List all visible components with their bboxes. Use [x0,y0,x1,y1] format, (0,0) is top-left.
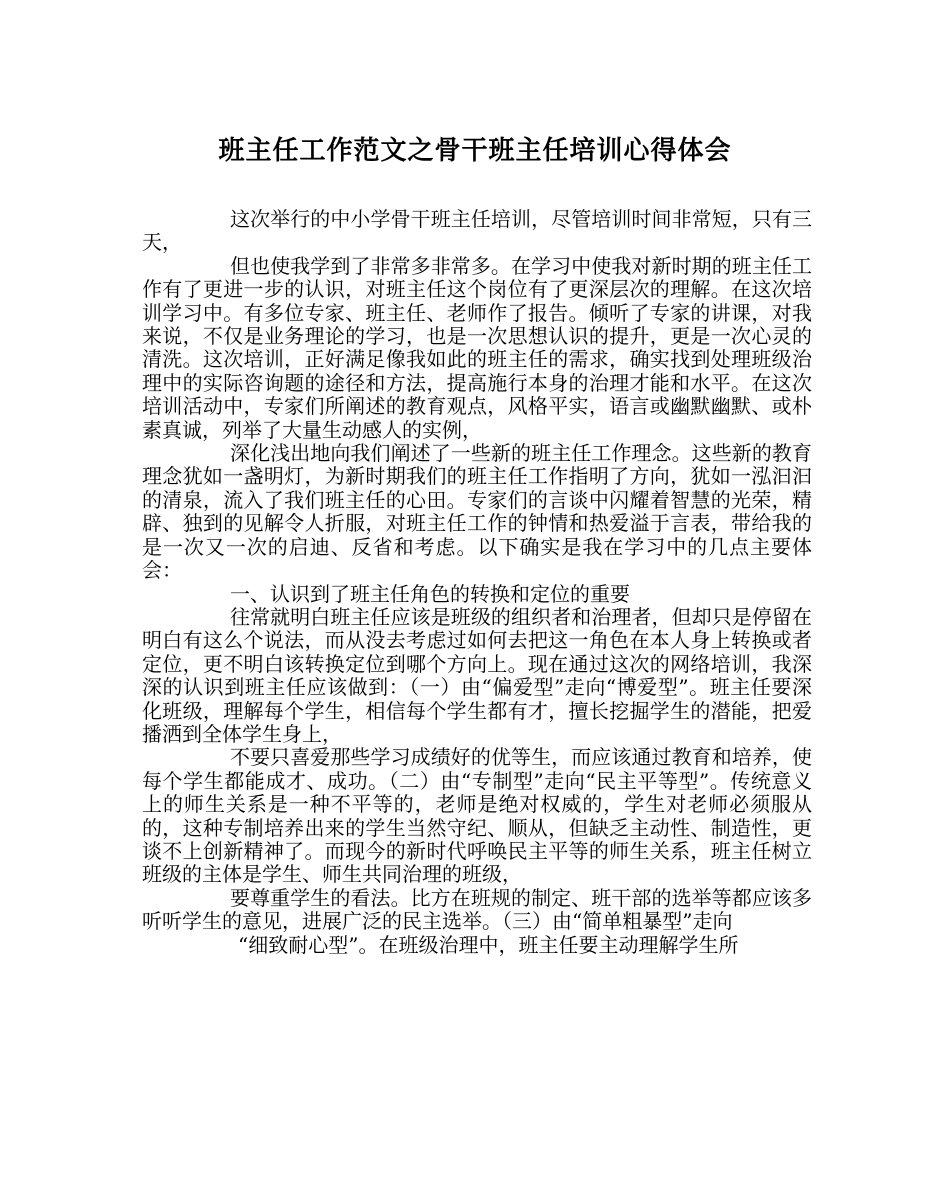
document-title: 班主任工作范文之骨干班主任培训心得体会 [218,136,732,166]
section-heading-1: 一、认识到了班主任角色的转换和定位的重要 [230,581,630,606]
paragraph-3: 深化浅出地向我们阐述了一些新的班主任工作理念。这些新的教育理念犹如一盏明灯，为新时期我们的班主任工作指明了方向，犹如一泓汩汩的清泉，流入了我们班主任的心田。专家们的言谈中闪耀着智慧的光荣，精辟、独到的见解令人折服，对班主任工作的钟情和热爱溢于言表，带给我的是一次又一次的启迪、反省和考虑。以下确实是我在学习中的几点主要体会： [142,441,812,583]
paragraph-4: 往常就明白班主任应该是班级的组织者和治理者，但却只是停留在明白有这么个说法，而从没去考虑过如何去把这一角色在本人身上转换或者定位，更不明白该转换定位到哪个方向上。现在通过这次的网络培训，我深深的认识到班主任应该做到：（一）由“偏爱型”走向“博爱型”。班主任要深化班级，理解每个学生，相信每个学生都有才，擅长挖掘学生的潜能，把爱播洒到全体学生身上， [142,604,812,746]
paragraph-1: 这次举行的中小学骨干班主任培训，尽管培训时间非常短，只有三天， [142,207,812,255]
document-body [142,208,812,957]
paragraph-6: 要尊重学生的看法。比方在班规的制定、班干部的选举等都应该多听听学生的意见，进展广泛的民主选举。（三）由“简单粗暴型”走向 [142,885,812,934]
paragraph-5: 不要只喜爱那些学习成绩好的优等生，而应该通过教育和培养，使每个学生都能成才、成功。（二）由“专制型”走向“民主平等型”。传统意义上的师生关系是一种不平等的，老师是绝对权威的，学生对老师必须服从的，这种专制培养出来的学生当然守纪、顺从，但缺乏主动性、制造性，更谈不上创新精神了。而现今的新时代呼唤民主平等的师生关系，班主任树立班级的主体是学生、师生共同治理的班级， [142,745,812,887]
paragraph-2: 但也使我学到了非常多非常多。在学习中使我对新时期的班主任工作有了更进一步的认识，对班主任这个岗位有了更深层次的理解。在这次培训学习中。有多位专家、班主任、老师作了报告。倾听了专家的讲课，对我来说，不仅是业务理论的学习，也是一次思想认识的提升，更是一次心灵的清洗。这次培训，正好满足像我如此的班主任的需求，确实找到处理班级治理中的实际咨询题的途径和方法，提高施行本身的治理才能和水平。在这次培训活动中，专家们所阐述的教育观点，风格平实，语言或幽默幽默、或朴素真诚，列举了大量生动感人的实例， [142,253,812,442]
paragraph-7: “细致耐心型”。在班级治理中，班主任要主动理解学生所 [238,932,739,957]
